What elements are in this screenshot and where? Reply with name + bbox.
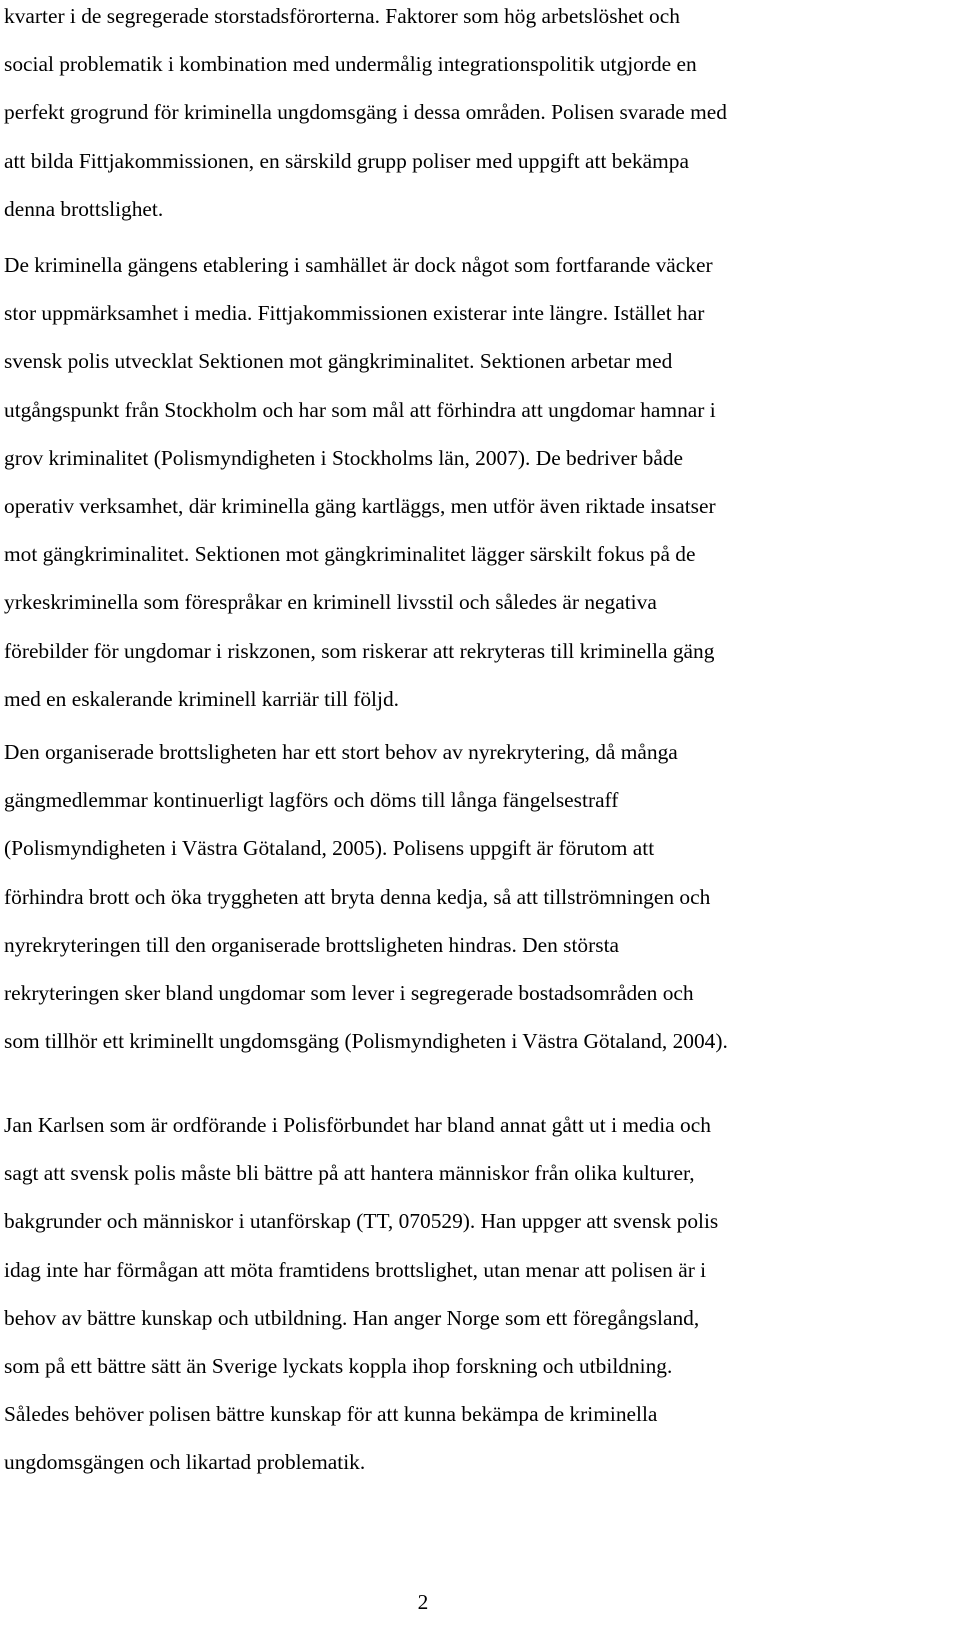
paragraph-line: som på ett bättre sätt än Sverige lyckats koppla ihop forskning och utbildning. [4, 1354, 673, 1379]
paragraph-line: ungdomsgängen och likartad problematik. [4, 1450, 366, 1475]
paragraph-line: operativ verksamhet, där kriminella gäng kartläggs, men utför även riktade insatser [4, 494, 716, 519]
paragraph-line: grov kriminalitet (Polismyndigheten i Stockholms län, 2007). De bedriver både [4, 445, 684, 470]
paragraph-line: nyrekryteringen till den organiserade brottsligheten hindras. Den största [4, 932, 620, 957]
paragraph-line: förhindra brott och öka tryggheten att bryta denna kedja, så att tillströmningen och [4, 884, 711, 909]
paragraph-line: stor uppmärksamhet i media. Fittjakommissionen existerar inte längre. Istället har [4, 301, 705, 326]
paragraph-line: sagt att svensk polis måste bli bättre på att hantera människor från olika kulturer, [4, 1161, 695, 1186]
paragraph-line: Den organiserade brottsligheten har ett stort behov av nyrekrytering, då många [4, 740, 678, 764]
paragraph-line: idag inte har förmågan att möta framtidens brottslighet, utan menar att polisen är i [4, 1257, 707, 1282]
paragraph-line: att bilda Fittjakommissionen, en särskild grupp poliser med uppgift att bekämpa [4, 148, 689, 173]
paragraph-line: Jan Karlsen som är ordförande i Polisförbundet har bland annat gått ut i media och [4, 1113, 711, 1137]
paragraph-line: svensk polis utvecklat Sektionen mot gängkriminalitet. Sektionen arbetar med [4, 349, 673, 374]
paragraph-line: behov av bättre kunskap och utbildning. Han anger Norge som ett föregångsland, [4, 1305, 700, 1330]
paragraph-line: som tillhör ett kriminellt ungdomsgäng (Polismyndigheten i Västra Götaland, 2004). [4, 1029, 728, 1054]
paragraph-line: social problematik i kombination med undermålig integrationspolitik utgjorde en [4, 52, 697, 77]
paragraph-line: utgångspunkt från Stockholm och har som mål att förhindra att ungdomar hamnar i [4, 397, 716, 422]
paragraph-line: med en eskalerande kriminell karriär till följd. [4, 686, 399, 711]
paragraph-line: gängmedlemmar kontinuerligt lagförs och döms till långa fängelsestraff [4, 788, 619, 813]
paragraph-line: bakgrunder och människor i utanförskap (TT, 070529). Han uppger att svensk polis [4, 1209, 719, 1234]
paragraph-line: förebilder för ungdomar i riskzonen, som riskerar att rekryteras till kriminella gäng [4, 638, 715, 663]
paragraph-line: rekryteringen sker bland ungdomar som lever i segregerade bostadsområden och [4, 981, 694, 1006]
paragraph-3 [4, 728, 922, 1065]
paragraph-line: yrkeskriminella som förespråkar en kriminell livsstil och således är negativa [4, 590, 657, 615]
paragraph-line: (Polismyndigheten i Västra Götaland, 2005). Polisens uppgift är förutom att [4, 836, 655, 861]
paragraph-line: Således behöver polisen bättre kunskap för att kunna bekämpa de kriminella [4, 1402, 658, 1427]
paragraph-line: De kriminella gängens etablering i samhället är dock något som fortfarande väcker [4, 253, 713, 277]
paragraph-line: mot gängkriminalitet. Sektionen mot gängkriminalitet lägger särskilt fokus på de [4, 542, 696, 567]
paragraph-4 [4, 1101, 922, 1487]
paragraph-line: denna brottslighet. [4, 196, 164, 221]
page-number: 2 [417, 1590, 429, 1614]
paragraph-2 [4, 241, 922, 723]
paragraph-line: perfekt grogrund för kriminella ungdomsgäng i dessa områden. Polisen svarade med [4, 100, 727, 125]
paragraph-1 [4, 0, 922, 233]
paragraph-line: kvarter i de segregerade storstadsförorterna. Faktorer som hög arbetslöshet och [4, 4, 680, 28]
